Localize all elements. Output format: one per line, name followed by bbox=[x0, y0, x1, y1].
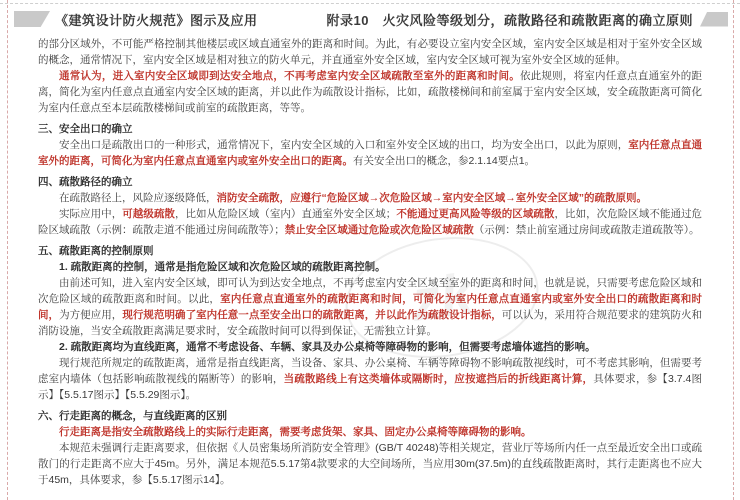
body-text: 在疏散路径上，风险应逐级降低， bbox=[59, 192, 217, 204]
red-emphasis-text: 室内任意点直通室外的距离，可简化为室内任意点直通室内或室外安全出口的距离。 bbox=[38, 139, 703, 167]
body-text: 实际应用中， bbox=[59, 208, 123, 220]
section-heading bbox=[38, 408, 702, 424]
red-emphasis-text: 通常认为，进入室内安全区域即到达安全地点，不再考虑室内安全区域疏散至室外的距离和时间。 bbox=[59, 70, 520, 82]
red-emphasis-text: 当疏散路线上有这类墙体或隔断时，应按遮挡后的折线距离计算， bbox=[283, 373, 594, 385]
body-text: 现行规范所规定的疏散距离，通常是指直线距离，当设备、家具、办公桌椅、车辆等障碍物不影响疏散视线时，可不考虑其影响，但需要考虑室内墙体（包括影响疏散视线的隔断等）的影响， bbox=[38, 357, 702, 385]
red-emphasis-text: 消防安全疏散，应遵行“危险区域→次危险区域→室内安全区域→室外安全区域”的疏散原则。 bbox=[216, 192, 647, 204]
header-left-tab-shape bbox=[14, 11, 50, 27]
header-right-tab-shape bbox=[700, 12, 728, 27]
page-edge-left-dashes bbox=[7, 0, 8, 500]
body-text: 1. 疏散距离的控制，通常是指危险区域和次危险区域的疏散距离控制。 bbox=[59, 261, 386, 273]
body-text: 具体要求，参【3.7.4图示】【5.5.17图示】【5.5.29图示】。 bbox=[38, 373, 703, 401]
subitem-heading bbox=[38, 259, 702, 275]
body-text: 为方便应用， bbox=[59, 309, 123, 321]
red-emphasis-text: 不能通过更高风险等级的区域疏散 bbox=[396, 208, 555, 220]
body-text: （示例：禁止前室通过房间或疏散走道疏散等）。 bbox=[473, 224, 700, 236]
red-emphasis-text: 行走距离是指安全疏散路线上的实际行走距离，需要考虑货架、家具、固定办公桌椅等障碍物的影响。 bbox=[59, 426, 532, 438]
body-text: 2. 疏散距离均为直线距离，通常不考虑设备、车辆、家具及办公桌椅等障碍物的影响，但需要考虑墙体遮挡的影响。 bbox=[59, 341, 596, 353]
body-paragraph bbox=[38, 137, 702, 169]
body-paragraph bbox=[38, 440, 702, 488]
red-emphasis-text: 现行规范明确了室内任意一点至安全出口的疏散距离，并以此作为疏散设计指标， bbox=[122, 309, 502, 321]
body-text: 四、疏散路径的确立 bbox=[38, 176, 133, 188]
body-text: 本规范未强调行走距离要求，但依据《人员密集场所消防安全管理》(GB/T 40248)等相关规定，营业厅等场所内任一点至最近安全出口或疏散门的行走距离不应大于45m。另外，满足本规范5.5.17第4款要求的大空间场所，当应用30m(37.5m)的直线疏散距离时，其行走距离也不应大于45m，具体要求，参【5.5.17图示14】。 bbox=[38, 442, 702, 486]
page-edge-top-dashes bbox=[0, 3, 740, 4]
section-heading bbox=[38, 243, 702, 259]
body-text: 三、安全出口的确立 bbox=[38, 123, 133, 135]
body-paragraph bbox=[38, 275, 702, 339]
body-text: 安全出口是疏散出口的一种形式，通常情况下，室内安全区域的入口和室外安全区域的出口，均为安全出口，以此为原则， bbox=[59, 139, 629, 151]
body-text: 的部分区域外，不可能严格控制其他楼层或区域直通室外的距离和时间。为此，有必要设立室内安全区域，室内安全区域是相对于室外安全区域的概念，通常情况下，室内安全区域是相对独立的防火单元，并直通室外安全区域，室内安全区域可视为室外安全区域的延伸。 bbox=[38, 38, 702, 66]
body-text: 可以认为，采用符合规范要求的建筑防火和消防设施，当安全疏散距离满足要求时，安全疏散时间可以得到保证，无需独立计算。 bbox=[38, 309, 703, 337]
header-left-group bbox=[14, 10, 258, 29]
book-title: 《建筑设计防火规范》图示及应用 bbox=[55, 12, 258, 28]
body-paragraph bbox=[38, 36, 702, 68]
page-header bbox=[14, 8, 728, 30]
body-text: 有关安全出口的概念，参2.1.14要点1。 bbox=[353, 155, 536, 167]
red-emphasis-text: 禁止安全区域通过危险或次危险区域疏散 bbox=[284, 224, 474, 236]
body-paragraph bbox=[38, 206, 702, 238]
appendix-title: 附录10 火灾风险等级划分，疏散路径和疏散距离的确立原则 bbox=[326, 12, 693, 28]
body-paragraph bbox=[38, 355, 702, 403]
body-text: 五、疏散距离的控制原则 bbox=[38, 245, 154, 257]
watermark: zk bbox=[338, 225, 547, 370]
body-paragraph bbox=[38, 68, 702, 116]
page-edge-right-dashes bbox=[733, 0, 734, 500]
red-emphasis-text: 室内任意点直通室外的疏散距离和时间，可简化为室内任意点直通室内或室外安全出口的疏散距离和时间， bbox=[38, 293, 703, 321]
body-text: ，比如，次危险区域不能通过危险区域疏散（示例：疏散走道不能通过房间疏散等）； bbox=[38, 208, 703, 236]
body-paragraph bbox=[38, 190, 702, 206]
body-text: 由前述可知，进入室内安全区域，即可认为到达安全地点，不再考虑室内安全区域至室外的距离和时间，也就是说，只需要考虑危险区域和次危险区域的疏散距离和时间。以此， bbox=[38, 277, 702, 305]
body-text: 依此规则，将室内任意点直通室外的距离，简化为室内任意点直通室内安全区域的距离，并以此作为疏散设计指标，比如，疏散楼梯间和前室属于室内安全区域，安全疏散距离可简化为室内任意点至本层疏散楼梯间或前室的疏散距离，等等。 bbox=[38, 70, 703, 114]
body-text: ，比如从危险区域（室内）直通室外安全区域； bbox=[174, 208, 397, 220]
red-emphasis-text: 可越级疏散 bbox=[122, 208, 175, 220]
body-text: 六、行走距离的概念，与直线距离的区别 bbox=[38, 410, 227, 422]
subitem-heading bbox=[38, 339, 702, 355]
body-paragraph bbox=[38, 424, 702, 440]
document-body bbox=[38, 36, 702, 498]
header-right-group bbox=[327, 10, 728, 29]
section-heading bbox=[38, 121, 702, 137]
section-heading bbox=[38, 174, 702, 190]
